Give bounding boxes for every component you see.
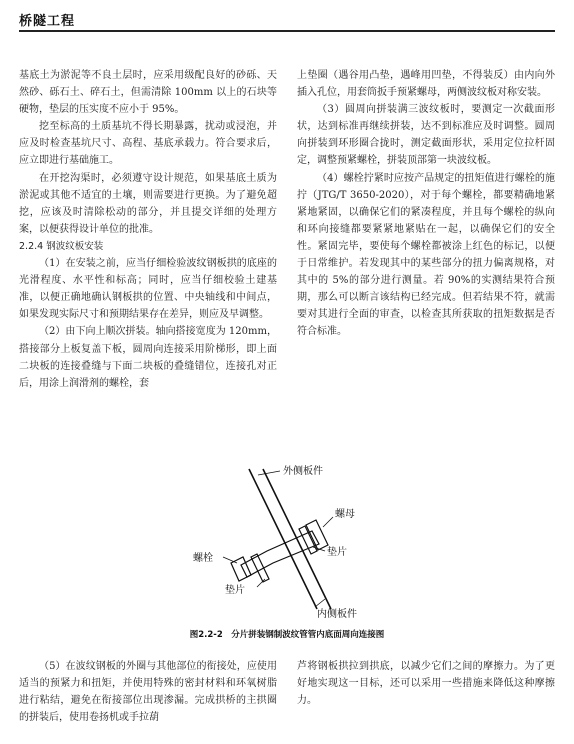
bottom-right-column (297, 658, 555, 709)
leader-nut (323, 517, 333, 527)
bottom-left-paragraph: （5）在波纹钢板的外圈与其他部位的衔接处，应使用适当的预紧力和扭矩，并使用特殊的密封材料和环氧树脂进行粘结，避免在衔接部位出现渗漏。完成拱桥的主拱圈的拼装后，使用卷扬机或手拉葫 (19, 661, 277, 724)
leader-inner-plate (315, 599, 325, 607)
right-paragraph-1: 上垫圈（遇谷用凸垫，遇峰用凹垫，不得装反）由内向外插入孔位，用套筒扳手预紧螺母，两侧波纹板对称安装。 (297, 70, 555, 99)
label-outer-plate: 外侧板件 (283, 466, 323, 477)
label-nut: 螺母 (335, 509, 355, 520)
header-title: 桥隧工程 (19, 14, 76, 29)
left-column (19, 67, 277, 392)
left-paragraph-5: （2）由下向上顺次拼装。轴向搭接宽度为 120mm，搭接部分上板复盖下板，圆周向连接采用阶梯形，即上面二块板的连接叠缝与下面二块板的叠缝错位，连接孔对正后，用涂上润滑剂的螺栓，套 (19, 326, 277, 389)
page-header (19, 8, 555, 32)
left-paragraph-2: 挖至标高的土质基坑不得长期暴露，扰动或浸泡，并应及时检查基坑尺寸、高程、基底承载力。符合要求后，应立即进行基础施工。 (19, 121, 277, 167)
right-column (297, 67, 555, 341)
leader-outer-plate (258, 471, 280, 475)
label-washer-left: 垫片 (225, 585, 245, 596)
right-paragraph-2: （3）圆周向拼装满三波纹板时，要测定一次截面形状，达到标准再继续拼装，达不到标准应及时调整。圆周向拼装到环形圈合拢时，测定截面形状，采用定位拉杆固定，调整预紧螺栓，拼装顶部第一块波纹板。 (297, 104, 555, 167)
label-washer-right: 垫片 (327, 547, 347, 558)
left-paragraph-3: 在开挖沟渠时，必须遵守设计规范，如果基底土质为淤泥或其他不适宜的土壤，则需要进行更换。为了避免超挖，应该及时清除松动的部分，并且提交详细的处理方案，以便获得设计单位的批准。 (19, 172, 277, 235)
connection-diagram (185, 459, 400, 624)
label-inner-plate: 内侧板件 (317, 609, 357, 620)
leader-bolt (223, 557, 237, 563)
bolt-shank (241, 531, 319, 577)
section-heading: 2.2.4 钢波纹板安装 (19, 240, 104, 252)
outer-plate-line (249, 469, 317, 609)
right-paragraph-3: （4）螺栓拧紧时应按产品规定的扭矩值进行螺栓的施拧（JTG/T 3650-2020），对于每个螺栓，都要精确地紧紧地紧固，以确保它们的紧凑程度，并且每个螺栓的纵向和环向接缝都要紧紧地紧贴在一起，以确保它们的安全性。紧固完毕，要使每个螺栓都被涂上红色的标记，以便于日常维护。若发现其中的某些部分的扭力偏离规格，对其中的 5%的部分进行测量。若 90%的实测结果符合预期，那么可以断言该结构已经完成。但若结果不符，就需要对其进行全面的审查，以检查其所获取的扭矩数据是否符合标准。 (297, 172, 555, 338)
header-rule (19, 30, 555, 32)
leader-washer-left (257, 579, 265, 587)
bottom-right-paragraph: 芦将钢板拱拉到拱底，以减少它们之间的摩擦力。为了更好地实现这一目标，还可以采用一些措施来降低这种摩擦力。 (297, 661, 555, 707)
bottom-left-column (19, 658, 277, 726)
inner-plate-line (263, 469, 331, 609)
connection-diagram-svg (185, 459, 400, 624)
label-bolt: 螺栓 (193, 553, 213, 564)
left-paragraph-4: （1）在安装之前，应当仔细检验波纹钢板拱的底座的光滑程度、水平性和标高；同时，应当仔细校验土建基准，以便正确地确认钢板拱的位置、中央轴线和中间点，如果发现实际尺寸和预期结果存在差异，则应及早调整。 (19, 258, 277, 321)
left-paragraph-1: 基底土为淤泥等不良土层时，应采用级配良好的砂砾、天然砂、砾石土、碎石土，但需清除 100mm 以上的石块等硬物，垫层的压实度不应小于 95%。 (19, 70, 277, 116)
figure-caption: 图2.2-2 分片拼装钢制波纹管管内底面周向连接图 (189, 630, 385, 640)
